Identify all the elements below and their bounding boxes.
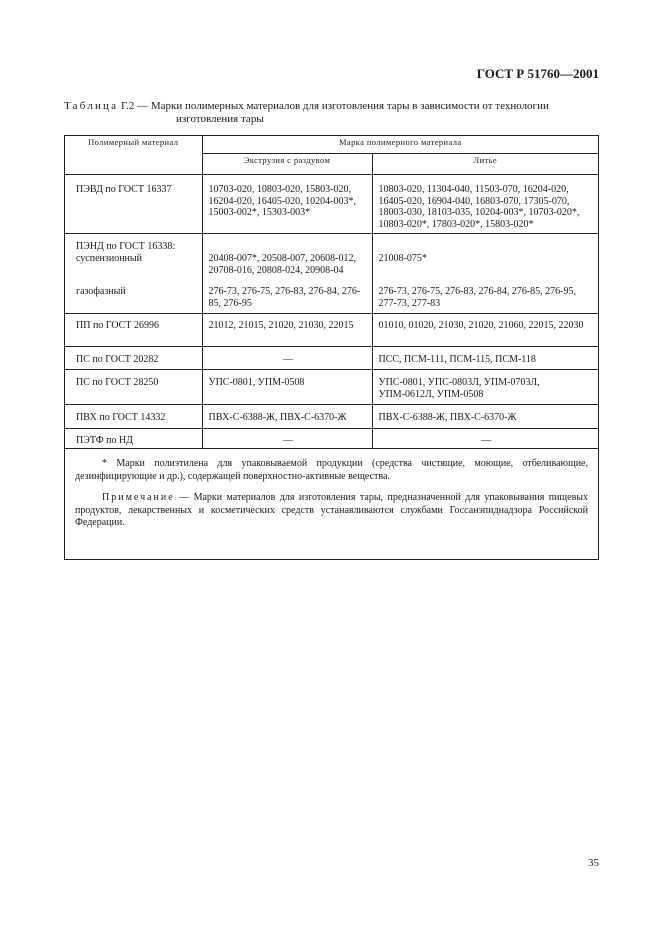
table-notes [65, 449, 598, 530]
table-row [65, 405, 598, 429]
row-extrusion: 10703-020, 10803-020, 15803-020, 16204-020, 16405-020, 10204-003*, 15003-002*, 15303-003* [202, 175, 372, 234]
row-material: ПЭТФ по НД [65, 429, 202, 449]
row-material: газофазный [65, 279, 202, 314]
row-casting: 10803-020, 11304-040, 11503-070, 16204-020, 16405-020, 16904-040, 16803-070, 17305-070, 18003-030, 18103-035, 10204-003*, 10703-020*, 10803-020*, 17803-020*, 15803-020* [372, 175, 598, 234]
header-material: Полимерный материал [65, 136, 202, 175]
document-code: ГОСТ Р 51760—2001 [476, 66, 599, 81]
row-material: ПЭВД по ГОСТ 16337 [65, 175, 202, 234]
row-extrusion: 21012, 21015, 21020, 21030, 22015 [202, 314, 372, 347]
header-extrusion: Экструзия с раздувом [202, 154, 372, 175]
row-extrusion [202, 234, 372, 280]
caption-number: Г.2 [120, 100, 135, 112]
row-material: ПС по ГОСТ 28250 [65, 370, 202, 405]
row-material: ПС по ГОСТ 20282 [65, 347, 202, 370]
table-row [65, 279, 598, 314]
row-casting: ПВХ-С-6388-Ж, ПВХ-С-6370-Ж [372, 405, 598, 429]
row-casting: ПСС, ПСМ-111, ПСМ-115, ПСМ-118 [372, 347, 598, 370]
note-text: — Марки материалов для изготовления тары, предназначенной для упаковывания пищевых продуктов, лекарственных и косметических средств устанавливаются службами Госсанэпиднадзора Российской Федерации. [75, 492, 589, 528]
table-row [65, 429, 598, 449]
note-label: Примечание [102, 492, 175, 503]
table-row [65, 234, 598, 280]
row-material: ПВХ по ГОСТ 14332 [65, 405, 202, 429]
footnote-text: * Марки полиэтилена для упаковываемой продукции (средства чистящие, моющие, отбеливающие, дезинфицирующие и др.), содержащей поверхностно-активные вещества. [75, 458, 588, 482]
table-caption [64, 100, 599, 126]
row-casting [372, 234, 598, 280]
table-row [65, 347, 598, 370]
row-extrusion-value: 20408-007*, 20508-007, 20608-012, 20708-016, 20808-024, 20908-04 [208, 253, 356, 276]
row-casting: 01010, 01020, 21030, 21020, 21060, 22015, 22030 [372, 314, 598, 347]
header-casting: Литье [372, 154, 598, 175]
row-extrusion: 276-73, 276-75, 276-83, 276-84, 276-85, 276-95 [202, 279, 372, 314]
header-mark: Марка полимерного материала [202, 136, 598, 154]
caption-label: Таблица [64, 100, 119, 112]
row-extrusion: ПВХ-С-6388-Ж, ПВХ-С-6370-Ж [202, 405, 372, 429]
row-casting: 276-73, 276-75, 276-83, 276-84, 276-85, 276-95, 277-73, 277-83 [372, 279, 598, 314]
row-casting: УПС-0801, УПС-0803Л, УПМ-0703Л, УПМ-0612Л, УПМ-0508 [372, 370, 598, 405]
row-extrusion: — [202, 347, 372, 370]
row-material-subtitle: суспензионный [76, 252, 142, 264]
materials-table-frame [64, 135, 599, 560]
row-material: ПП по ГОСТ 26996 [65, 314, 202, 347]
row-extrusion: УПС-0801, УПМ-0508 [202, 370, 372, 405]
materials-table [65, 136, 598, 449]
row-extrusion: — [202, 429, 372, 449]
row-casting: — [372, 429, 598, 449]
row-material-title: ПЭНД по ГОСТ 16338: [76, 241, 176, 252]
row-casting-value: 21008-075* [378, 253, 427, 264]
page-number: 35 [588, 857, 599, 869]
table-row [65, 370, 598, 405]
table-row [65, 175, 598, 234]
row-material [65, 234, 202, 280]
caption-text-line1: — Марки полимерных материалов для изготовления тары в зависимости от технологии [137, 100, 549, 112]
table-row [65, 314, 598, 347]
caption-text-line2: изготовления тары [176, 113, 264, 125]
note-paragraph [75, 492, 588, 530]
